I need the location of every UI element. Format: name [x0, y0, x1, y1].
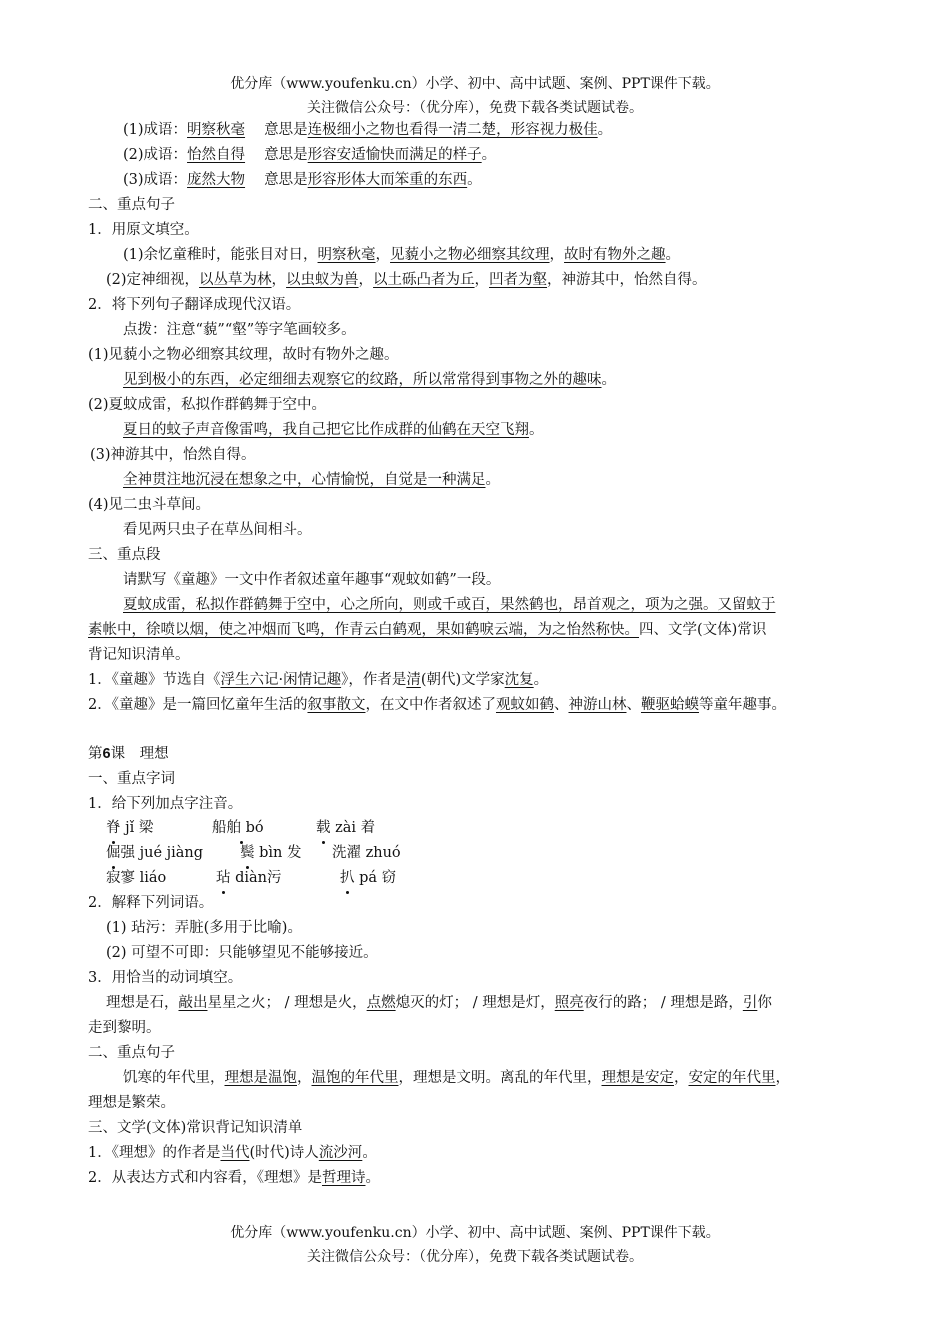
pinyin-item: 玷 diàn污 [216, 866, 340, 891]
idiom-line: (3)成语：庞然大物 意思是形容形体大而笨重的东西。 [123, 172, 482, 188]
literature-item: 1．《童趣》节选自《浮生六记·闲情记趣》，作者是清(朝代)文学家沈复。 [88, 672, 549, 688]
hint-text: 点拨：注意“藐”“壑”等字笔画较多。 [123, 322, 356, 338]
pinyin-row [106, 866, 890, 891]
translation-answer: 夏日的蚊子声音像雷鸣，我自己把它比作成群的仙鹤在天空飞翔。 [123, 422, 544, 438]
key-sentence: 饥寒的年代里，理想是温饱，温饱的年代里，理想是文明。离乱的年代里，理想是安定，安定的年代里， [123, 1070, 790, 1086]
idiom-line: (1)成语：明察秋毫 意思是连极细小之物也看得一清二楚，形容视力极佳。 [123, 122, 613, 138]
literature-item: 2．《童趣》是一篇回忆童年生活的叙事散文，在文中作者叙述了观蚊如鹤、神游山林、鞭驱蛤蟆等童年趣事。 [88, 697, 786, 713]
fill-line-2: (2)定神细视，以丛草为林，以虫蚁为兽，以土砾凸者为丘，凹者为壑，神游其中，怡然自得。 [106, 272, 707, 288]
literature-item: 2．从表达方式和内容看，《理想》是哲理诗。 [88, 1170, 380, 1186]
paragraph-line: 夏蚊成雷，私拟作群鹤舞于空中，心之所向，则或千或百，果然鹤也，昂首观之，项为之强。又留蚊于 [123, 597, 776, 613]
question-title: 3．用恰当的动词填空。 [88, 970, 243, 986]
paragraph-line: 素帐中，徐喷以烟，使之冲烟而飞鸣，作青云白鹤观，果如鹤唳云端，为之怡然称快。四、文学(文体)常识 [88, 622, 767, 638]
translation-question: (4)见二虫斗草间。 [88, 497, 211, 513]
explain-item: (1) 玷污：弄脏(多用于比喻)。 [106, 920, 302, 936]
idiom-line: (2)成语：怡然自得 意思是形容安适愉快而满足的样子。 [123, 147, 497, 163]
translation-question: (1)见藐小之物必细察其纹理，故时有物外之趣。 [88, 347, 399, 363]
paragraph-line: 背记知识清单。 [88, 647, 190, 663]
translation-question: (3)神游其中，怡然自得。 [90, 447, 256, 463]
footer-line-2: 关注微信公众号：（优分库），免费下载各类试题试卷。 [307, 1249, 643, 1265]
pinyin-item: 脊 jǐ 梁 [106, 816, 212, 841]
pinyin-row [106, 816, 890, 841]
literature-item: 1．《理想》的作者是当代(时代)诗人流沙河。 [88, 1145, 377, 1161]
section-title: 三、文学(文体)常识背记知识清单 [88, 1120, 303, 1136]
header-line-2: 关注微信公众号：（优分库），免费下载各类试题试卷。 [307, 100, 643, 116]
fill-line-1: (1)余忆童稚时，能张目对日，明察秋毫，见藐小之物必细察其纹理，故时有物外之趣。 [123, 247, 681, 263]
section-title: 三、重点段 [88, 547, 161, 563]
question-title: 1．用原文填空。 [88, 222, 199, 238]
question-title: 2．解释下列词语。 [88, 895, 214, 911]
footer-line-1: 优分库（www.youfenku.cn）小学、初中、高中试题、案例、PPT课件下载。 [230, 1225, 720, 1241]
pinyin-item: 扒 pá 窃 [340, 870, 396, 886]
pinyin-row [106, 841, 890, 866]
section-title: 一、重点字词 [88, 771, 175, 787]
verb-fill-line: 走到黎明。 [88, 1020, 161, 1036]
header-line-1: 优分库（www.youfenku.cn）小学、初中、高中试题、案例、PPT课件下载。 [230, 76, 720, 92]
translation-question: (2)夏蚊成雷，私拟作群鹤舞于空中。 [88, 397, 327, 413]
pinyin-item: 寂寥 liáo [106, 870, 167, 886]
lesson-title: 第6课 理想 [88, 746, 169, 762]
question-title: 1．给下列加点字注音。 [88, 796, 243, 812]
translation-answer: 全神贯注地沉浸在想象之中，心情愉悦，自觉是一种满足。 [123, 472, 500, 488]
translation-answer: 看见两只虫子在草丛间相斗。 [123, 522, 312, 538]
pinyin-item: 载 zài 着 [316, 820, 375, 836]
paragraph-prompt: 请默写《童趣》一文中作者叙述童年趣事“观蚊如鹤”一段。 [123, 572, 501, 588]
verb-fill-line: 理想是石，敲出星星之火； / 理想是火，点燃熄灭的灯； / 理想是灯，照亮夜行的路； / 理想是路，引你 [106, 995, 772, 1011]
question-title: 2．将下列句子翻译成现代汉语。 [88, 297, 301, 313]
explain-item: (2) 可望不可即：只能够望见不能够接近。 [106, 945, 378, 961]
pinyin-item: 船舶 bó [212, 820, 264, 836]
translation-answer: 见到极小的东西，必定细细去观察它的纹路，所以常常得到事物之外的趣味。 [123, 372, 616, 388]
key-sentence: 理想是繁荣。 [88, 1095, 175, 1111]
section-title: 二、重点句子 [88, 197, 175, 213]
pinyin-item: 鬓 bìn 发 [240, 841, 332, 866]
pinyin-item: 洗濯 zhuó [332, 845, 401, 861]
pinyin-item: 倔强 jué jiàng [106, 841, 240, 866]
section-title: 二、重点句子 [88, 1045, 175, 1061]
